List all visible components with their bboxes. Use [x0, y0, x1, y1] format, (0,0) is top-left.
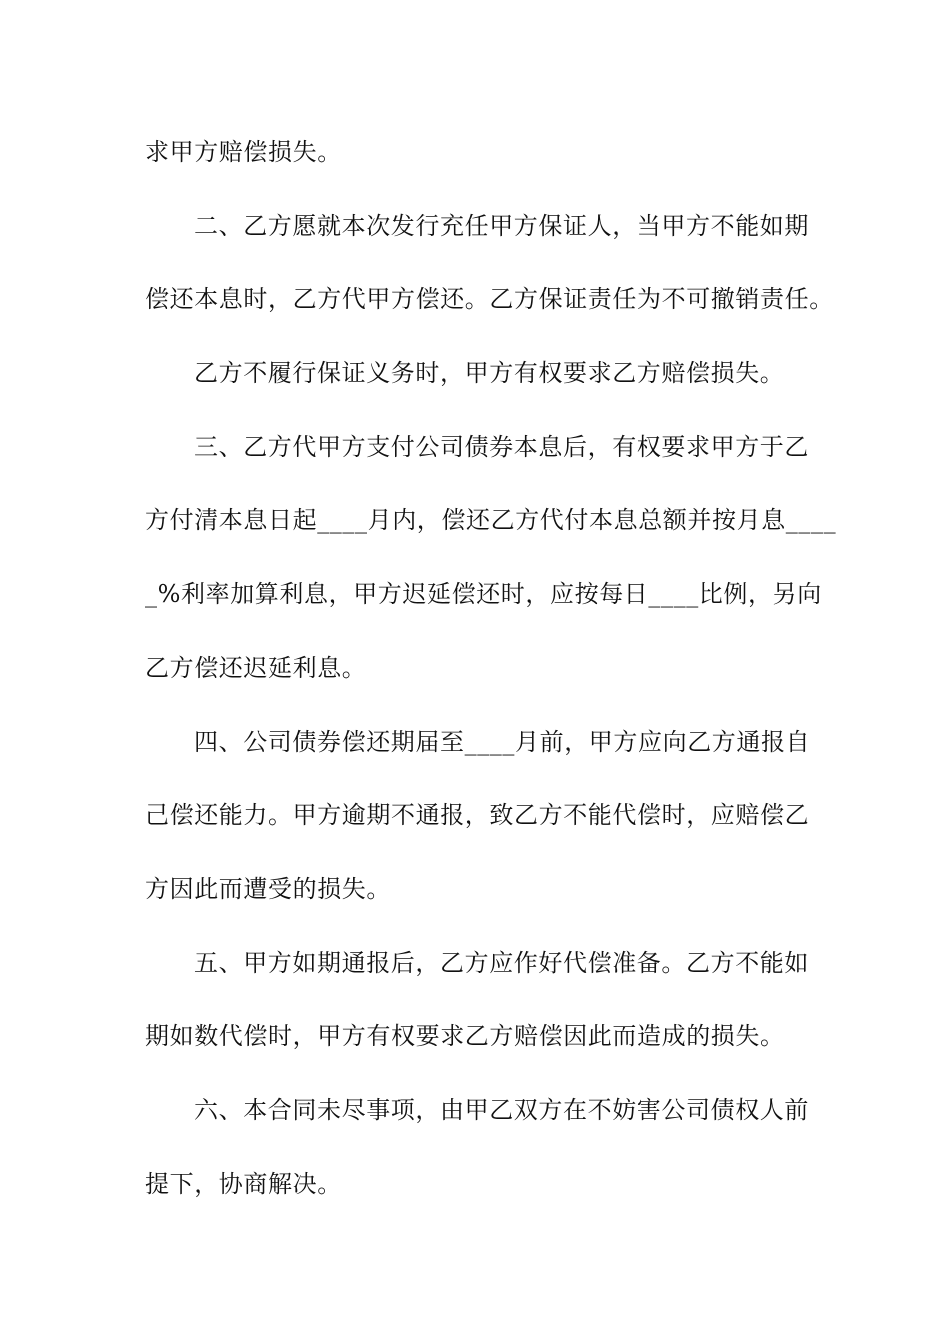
text-line: 求甲方赔偿损失。 [145, 138, 342, 166]
clause-five-line: 五、甲方如期通报后，乙方应作好代偿准备。乙方不能如 [194, 948, 809, 977]
text-line: 乙方不履行保证义务时，甲方有权要求乙方赔偿损失。 [194, 359, 785, 388]
clause-three-line: 三、乙方代甲方支付公司债券本息后，有权要求甲方于乙 [194, 432, 809, 461]
text-line: _%利率加算利息，甲方迟延偿还时，应按每日____比例，另向 [145, 580, 822, 609]
clause-four-line: 四、公司债券偿还期届至____月前，甲方应向乙方通报自 [194, 727, 811, 756]
document-body [145, 128, 837, 1233]
clause-two-line: 二、乙方愿就本次发行充任甲方保证人，当甲方不能如期 [194, 211, 809, 240]
clause-six-line: 六、本合同未尽事项，由甲乙双方在不妨害公司债权人前 [194, 1095, 809, 1124]
text-line: 期如数代偿时，甲方有权要求乙方赔偿因此而造成的损失。 [145, 1022, 785, 1051]
text-line: 偿还本息时，乙方代甲方偿还。乙方保证责任为不可撤销责任。 [145, 285, 834, 314]
text-line: 乙方偿还迟延利息。 [145, 653, 367, 682]
text-line: 方付清本息日起____月内，偿还乙方代付本息总额并按月息____ [145, 506, 837, 535]
text-line: 己偿还能力。甲方逾期不通报，致乙方不能代偿时，应赔偿乙 [145, 801, 810, 830]
text-line: 提下，协商解决。 [145, 1169, 342, 1198]
text-line: 方因此而遭受的损失。 [145, 874, 391, 903]
